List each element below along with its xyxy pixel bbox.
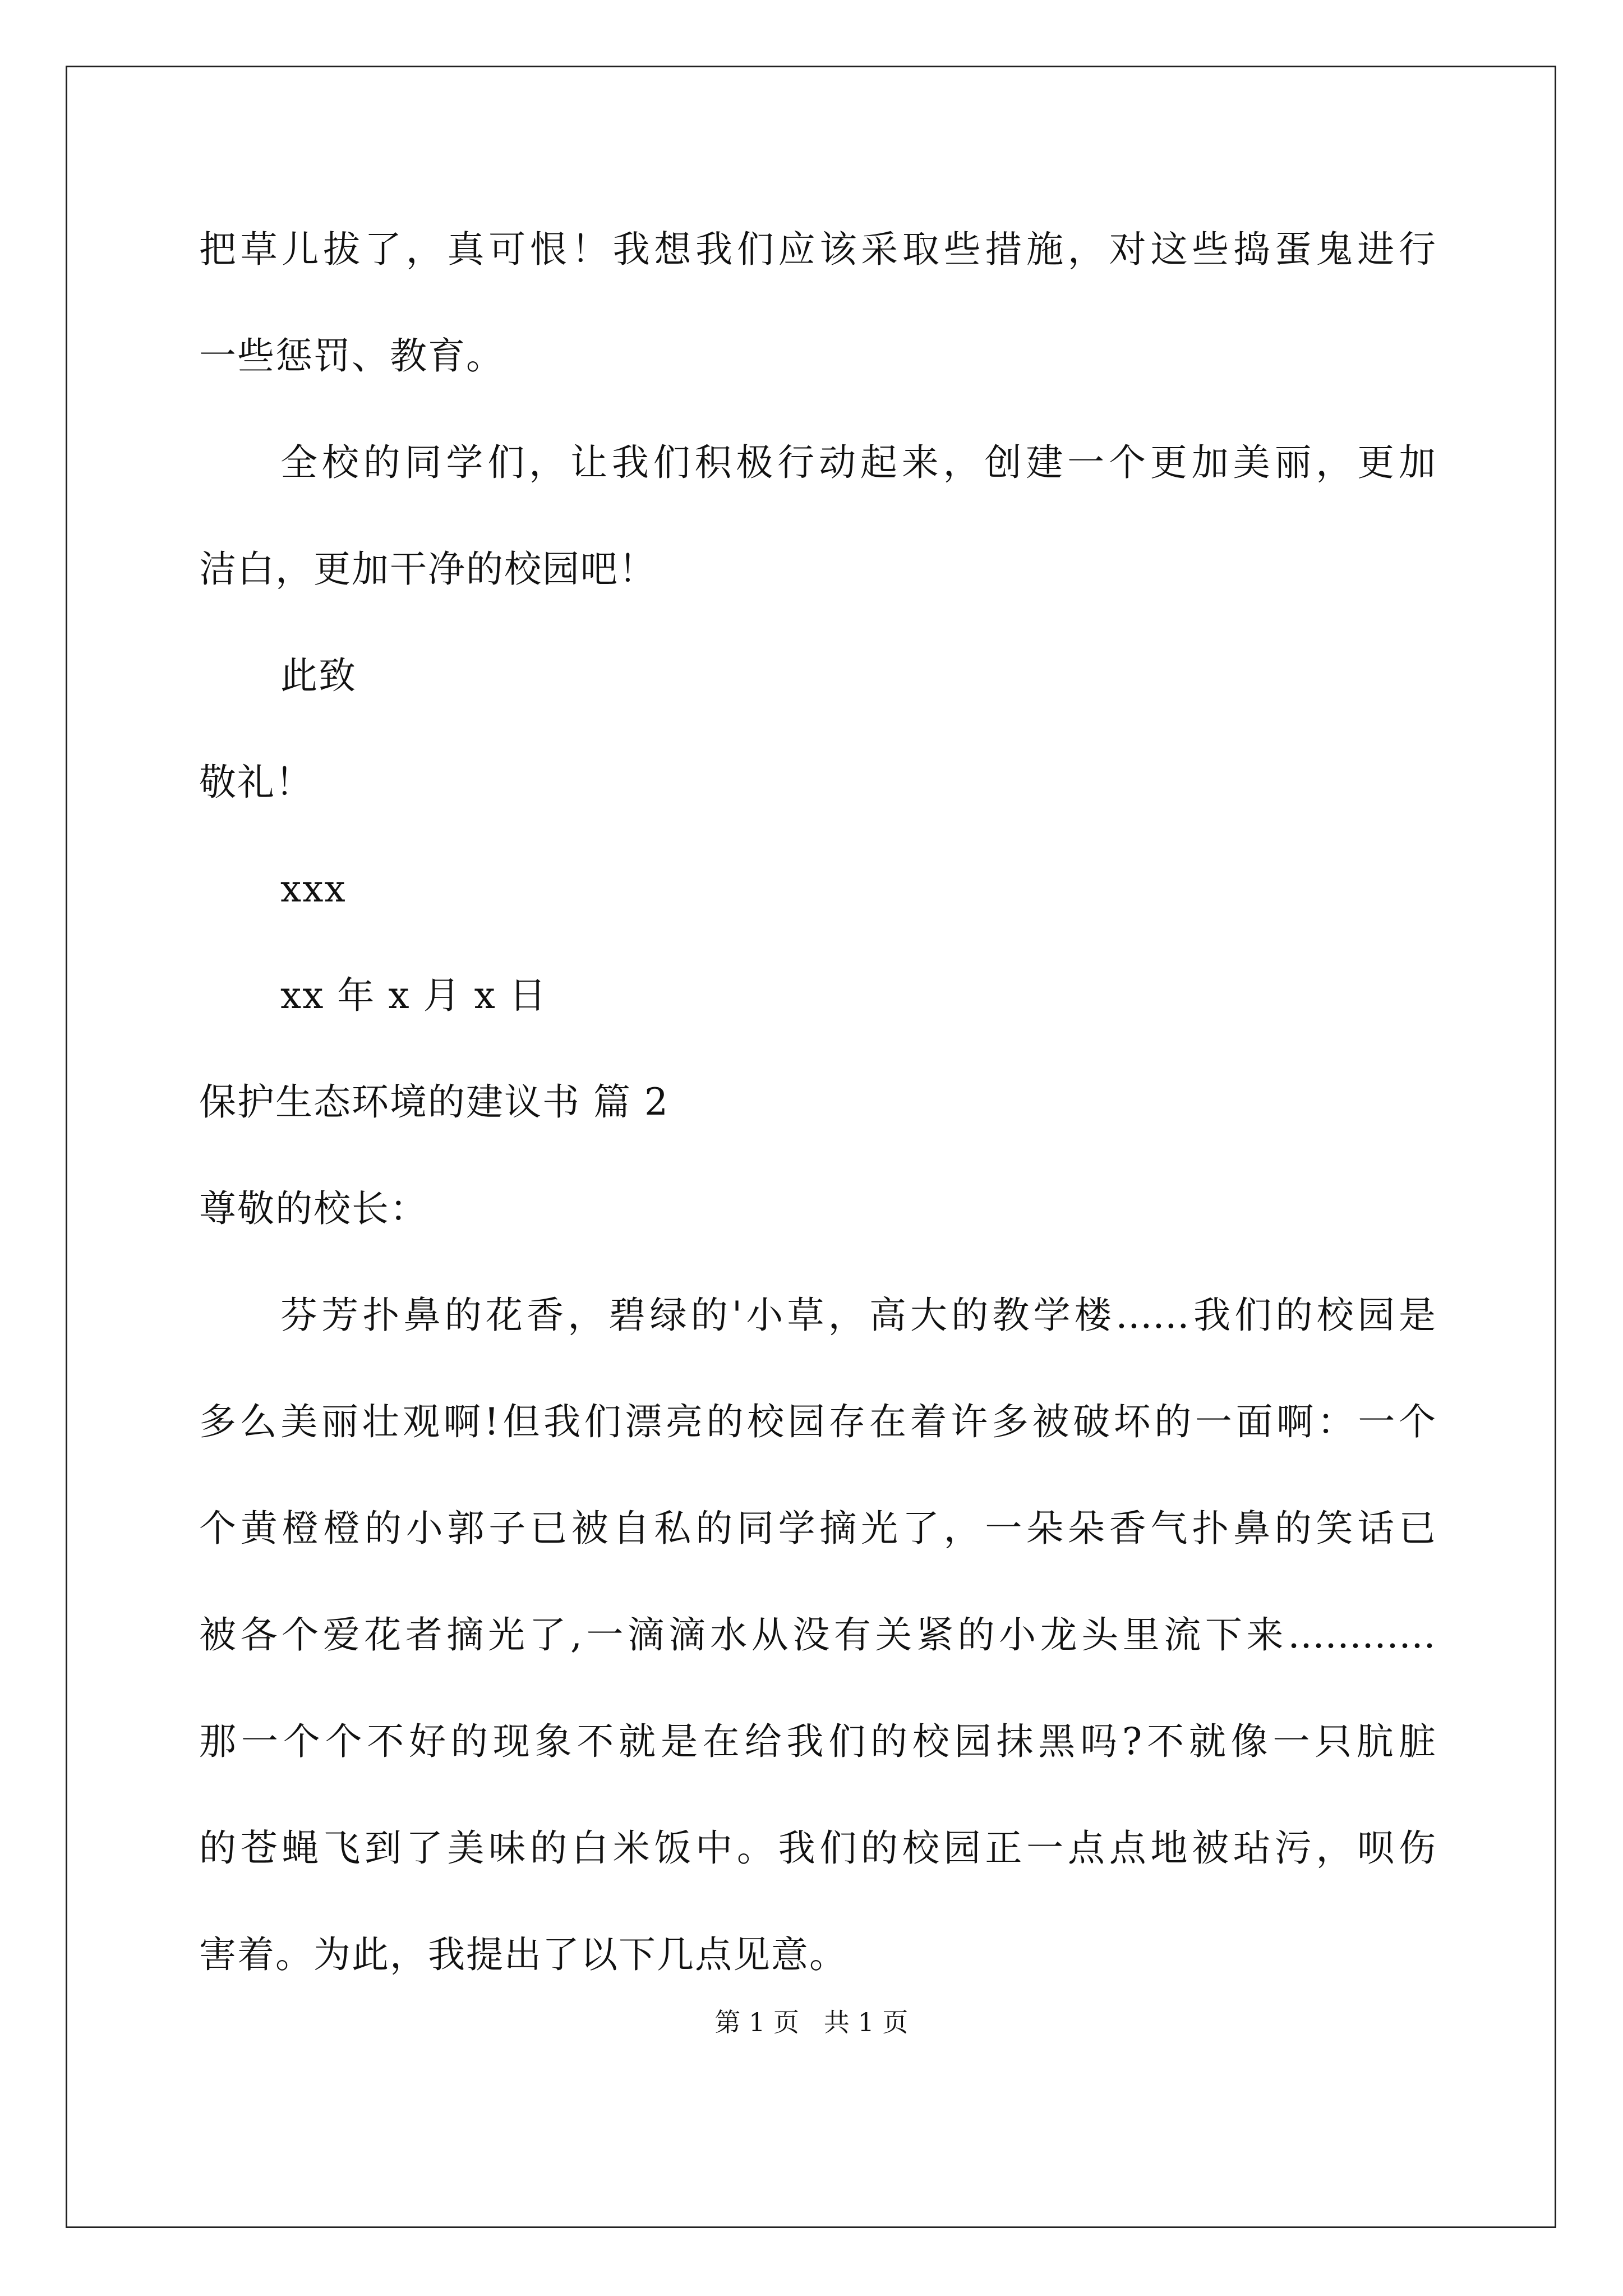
body-line-5: 芬芳扑鼻的花香，碧绿的'小草，高大的教学楼……我们的校园是 bbox=[280, 1294, 1436, 1337]
body-line-9: 那一个个不好的现象不就是在给我们的校园抹黑吗?不就像一只肮脏 bbox=[199, 1720, 1436, 1763]
body-line-8: 被各个爱花者摘光了,一滴滴水从没有关紧的小龙头里流下来………… bbox=[199, 1613, 1436, 1657]
closing-regards: 敬礼！ bbox=[199, 761, 313, 804]
page-border bbox=[66, 66, 1556, 2228]
signature-name: xxx bbox=[280, 867, 347, 910]
body-line-4: 洁白，更加干净的校园吧！ bbox=[199, 547, 657, 591]
body-line-6: 多么美丽壮观啊!但我们漂亮的校园存在着许多被破坏的一面啊：一个 bbox=[199, 1400, 1436, 1443]
closing-salutation: 此致 bbox=[280, 654, 357, 697]
body-line-7: 个黄橙橙的小郭子已被自私的同学摘光了，一朵朵香气扑鼻的笑话已 bbox=[199, 1507, 1436, 1550]
letter-greeting: 尊敬的校长： bbox=[199, 1187, 428, 1230]
body-line-3: 全校的同学们，让我们积极行动起来，创建一个更加美丽，更加 bbox=[280, 441, 1436, 484]
page-footer: 第 1 页 共 1 页 bbox=[714, 2007, 909, 2037]
body-line-2: 一些惩罚、教育。 bbox=[199, 334, 504, 378]
signature-date: xx 年 x 月 x 日 bbox=[280, 974, 547, 1017]
section-title: 保护生态环境的建议书 篇 2 bbox=[199, 1080, 669, 1124]
body-line-1: 把草儿拔了，真可恨！我想我们应该采取些措施，对这些捣蛋鬼进行 bbox=[199, 228, 1436, 271]
body-line-11: 害着。为此，我提出了以下几点见意。 bbox=[199, 1933, 847, 1976]
body-line-10: 的苍蝇飞到了美味的白米饭中。我们的校园正一点点地被玷污，呗伤 bbox=[199, 1826, 1436, 1870]
